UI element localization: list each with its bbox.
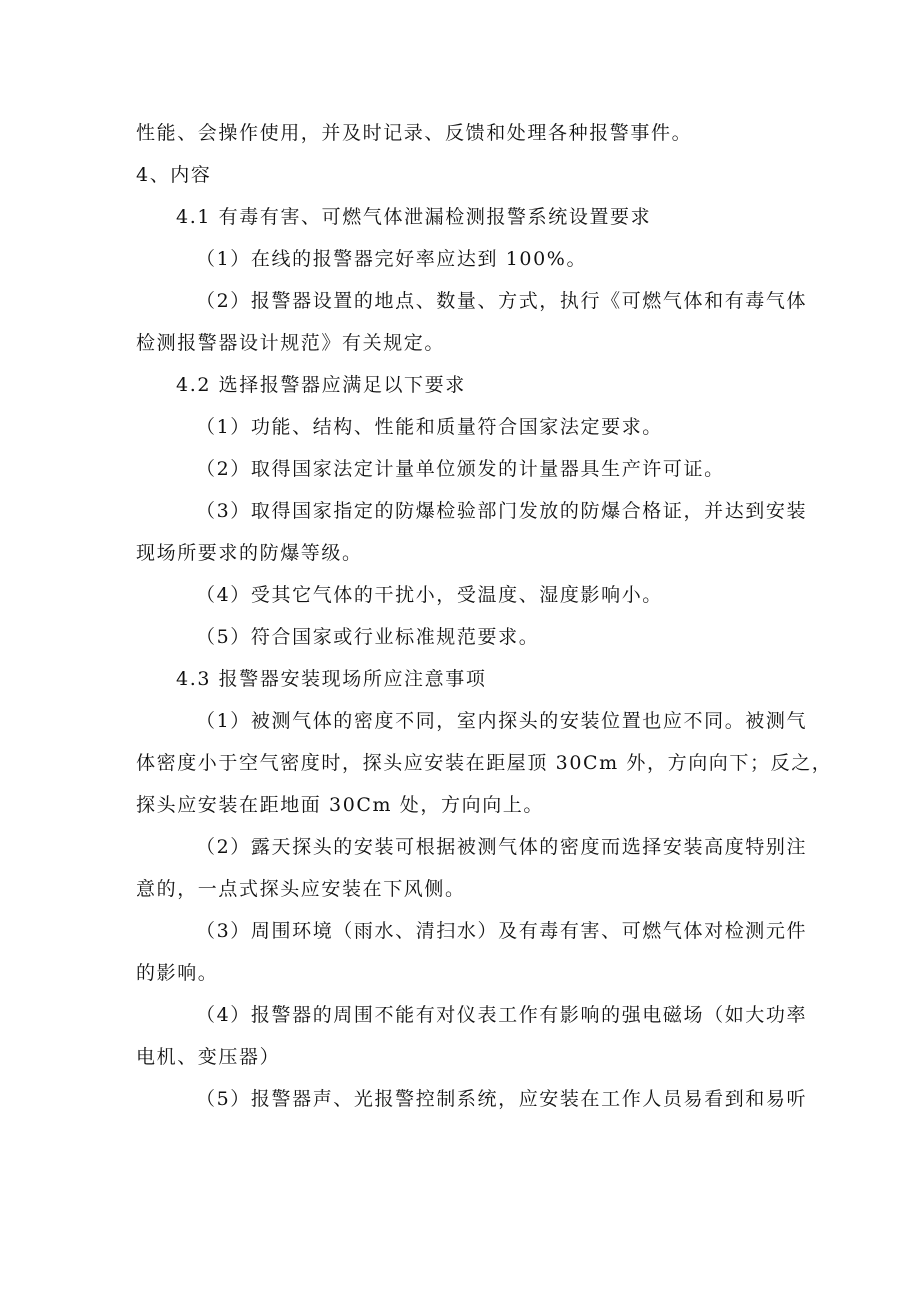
section-heading-4: 4、内容 (136, 164, 212, 186)
subsection-heading-4-3: 4.3 报警器安装现场所应注意事项 (176, 668, 487, 690)
list-item-4-2-1: （1）功能、结构、性能和质量符合国家法定要求。 (196, 416, 663, 438)
list-item-4-1-2: （2）报警器设置的地点、数量、方式，执行《可燃气体和有毒气体 (196, 290, 808, 312)
list-item-4-3-1: （1）被测气体的密度不同，室内探头的安装位置也应不同。被测气 (196, 710, 808, 732)
list-item-4-3-3-cont: 的影响。 (136, 962, 219, 984)
list-item-4-3-4-cont: 电机、变压器） (136, 1046, 281, 1068)
list-item-4-1-1: （1）在线的报警器完好率应达到 100%。 (196, 248, 588, 270)
list-item-4-3-2-cont: 意的，一点式探头应安装在下风侧。 (136, 878, 466, 900)
list-item-4-2-4: （4）受其它气体的干扰小，受温度、湿度影响小。 (196, 584, 663, 606)
subsection-heading-4-2: 4.2 选择报警器应满足以下要求 (176, 374, 466, 396)
document-body (136, 112, 833, 1120)
list-item-4-2-2: （2）取得国家法定计量单位颁发的计量器具生产许可证。 (196, 458, 725, 480)
subsection-heading-4-1: 4.1 有毒有害、可燃气体泄漏检测报警系统设置要求 (176, 206, 652, 228)
list-item-4-3-3: （3）周围环境（雨水、清扫水）及有毒有害、可燃气体对检测元件 (196, 920, 808, 942)
list-item-4-2-5: （5）符合国家或行业标准规范要求。 (196, 626, 540, 648)
list-item-4-3-1-cont-a: 体密度小于空气密度时，探头应安装在距屋顶 30Cm 外，方向向下；反之， (136, 752, 833, 774)
list-item-4-1-2-cont: 检测报警器设计规范》有关规定。 (136, 332, 446, 354)
list-item-4-3-4: （4）报警器的周围不能有对仪表工作有影响的强电磁场（如大功率 (196, 1004, 808, 1026)
list-item-4-3-1-cont-b: 探头应安装在距地面 30Cm 处，方向向上。 (136, 794, 545, 816)
list-item-4-3-2: （2）露天探头的安装可根据被测气体的密度而选择安装高度特别注 (196, 836, 808, 858)
list-item-4-2-3-cont: 现场所要求的防爆等级。 (136, 542, 363, 564)
list-item-4-3-5: （5）报警器声、光报警控制系统，应安装在工作人员易看到和易听 (196, 1088, 808, 1110)
list-item-4-2-3: （3）取得国家指定的防爆检验部门发放的防爆合格证，并达到安装 (196, 500, 808, 522)
body-line-continuation: 性能、会操作使用，并及时记录、反馈和处理各种报警事件。 (136, 122, 693, 144)
